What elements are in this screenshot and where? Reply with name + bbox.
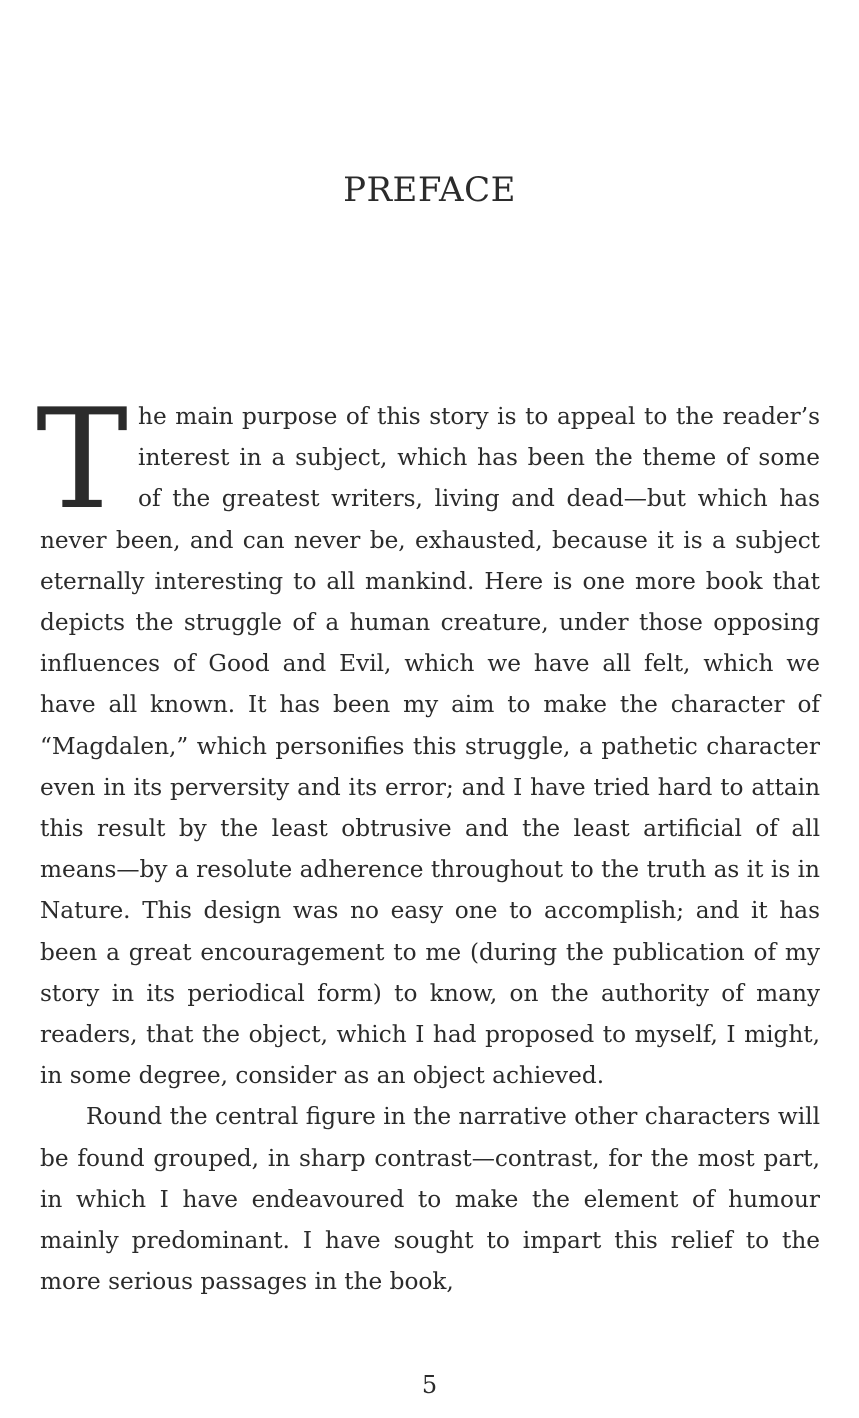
paragraph-1-text: he main purpose of this story is to appeal to the reader’s interest in a subject, which has been the theme of some of the greatest writers, living and dead—but which has never been, and can never be, exhausted, because it is a subject eternally interesting to all mankind. Here is one more book that depicts the struggle of a human creature, under those opposing influences of Good and Evil, which we have all felt, which we have all known. It has been my aim to make the character of “Magdalen,” which personifies this struggle, a pathetic character even in its perversity and its error; and I have tried hard to attain this result by the least obtrusive and the least artificial of all means—by a resolute adherence throughout to the truth as it is in Nature. This design was no easy one to accomplish; and it has been a great encouragement to me (during the publication of my story in its periodical form) to know, on the authority of many readers, that the object, which I had proposed to myself, I might, in some degree, consider as an object achieved.: [40, 403, 820, 1090]
page-number: 5: [421, 1371, 438, 1399]
paragraph-2: Round the central figure in the narrative other characters will be found grouped, in sharp contrast—contrast, for the most part, in which I have endeavoured to make the element of humour mainly predominant. I have sought to impart this relief to the more serious passages in the book,: [40, 1103, 820, 1296]
preface-body: [36, 379, 820, 1302]
paragraph-1: [36, 379, 820, 1096]
drop-cap: T: [36, 379, 129, 540]
page-title: PREFACE: [343, 170, 516, 210]
